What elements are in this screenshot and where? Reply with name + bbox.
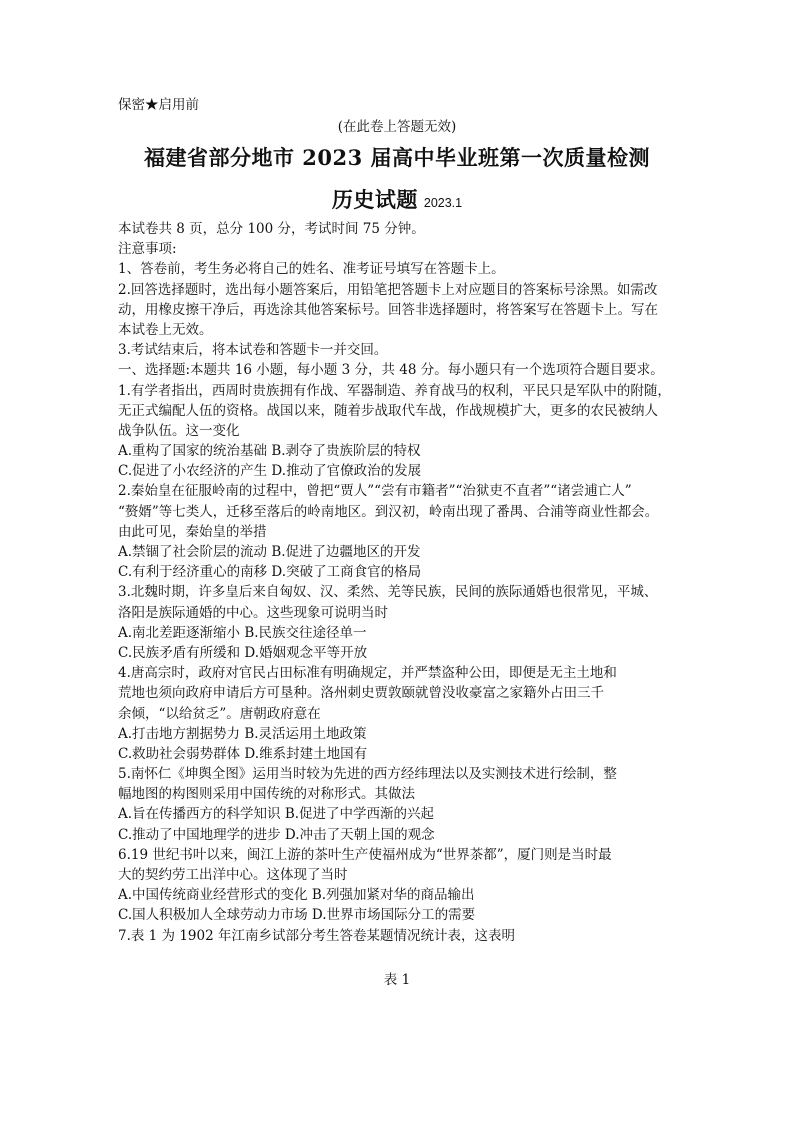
question-6 [118, 845, 680, 926]
note-line: 3.考试结束后，将本试卷和答题卡一并交回。 [118, 342, 388, 359]
note-line: 2.回答选择题时，选出每小题答案后，用铅笔把答题卡上对应题目的答案标号涂黑。如需改 [118, 281, 658, 298]
note-line: 本试卷上无效。 [118, 321, 213, 338]
question-stem-line: 荒地也须向政府申请后方可垦种。洛州刺史贾敦颐就曾没收豪富之家籍外占田三千 [118, 685, 604, 702]
exam-subtitle [0, 184, 794, 219]
question-options-line: A.禁锢了社会阶层的流动 B.促进了边疆地区的开发 [118, 544, 421, 560]
exam-summary: 本试卷共 8 页，总分 100 分，考试时间 75 分钟。 [118, 221, 425, 237]
question-options-line: A.打击地方割据势力 B.灵活运用土地政策 [118, 725, 367, 742]
question-stem-line: 无正式编配人伍的资格。战国以来，随着步战取代车战，作战规模扩大，更多的农民被纳人 [118, 402, 658, 419]
question-stem-line: 2.秦始皇在征服岭南的过程中，曾把“贾人”“尝有市籍者”“治狱吏不直者”“诸尝逋亡人” [118, 483, 632, 500]
notes-heading: 注意事项: [118, 241, 177, 258]
question-stem-line: 幅地图的构图则采用中国传统的对称形式。其做法 [118, 786, 415, 803]
question-stem-line: 5.南怀仁《坤舆全图》运用当时较为先进的西方经纬理法以及实测技术进行绘制，整 [118, 766, 617, 783]
exam-title: 福建省部分地市 2023 届高中毕业班第一次质量检测 [143, 145, 651, 170]
question-stem-line: 3.北魏时期，许多皇后来自匈奴、汉、柔然、羌等民族，民间的族际通婚也很常见，平城、 [118, 584, 658, 601]
question-stem-line: 大的契约劳工出洋中心。这体现了当时 [118, 867, 348, 883]
question-options-line: A.中国传统商业经营形式的变化 B.列强加紧对华的商品输出 [118, 887, 475, 904]
question-stem-line: “赘婿”等七类人，迁移至落后的岭南地区。到汉初，岭南出现了番禺、合浦等商业性都会。 [118, 503, 659, 520]
question-stem-line: 4.唐高宗时，政府对官民占田标准有明确规定，并严禁盗种公田，即便是无主土地和 [118, 665, 617, 682]
question-options-line: C.救助社会弱势群体 D.维系封建土地国有 [118, 745, 368, 762]
question-stem-line: 1.有学者指出，西周时贵族拥有作战、军器制造、养育战马的权利，平民只是军队中的附随， [118, 382, 671, 399]
exam-content [118, 219, 680, 946]
question-stem-line: 6.19 世纪书叶以来，闽江上游的茶叶生产使福州成为“世界茶都”，厦门则是当时最 [118, 846, 612, 863]
question-stem-line: 7.表 1 为 1902 年江南乡试部分考生答卷某题情况统计表，这表明 [118, 927, 515, 944]
exam-date: 2023.1 [423, 196, 463, 210]
question-options-line: C.促进了小农经济的产生 D.推动了官僚政治的发展 [118, 463, 422, 480]
question-options-line: C.国人积极加人全球劳动力市场 D.世界市场国际分工的需要 [118, 907, 476, 924]
question-options-line: C.民族矛盾有所缓和 D.婚姻观念平等开放 [118, 644, 368, 661]
question-stem-line: 洛阳是族际通婚的中心。这些现象可说明当时 [118, 604, 388, 621]
subject-title: 历史试题 [331, 187, 418, 212]
question-5 [118, 764, 680, 845]
question-7 [118, 926, 680, 946]
confidential-label: 保密★启用前 [118, 97, 199, 113]
question-options-line: C.有利于经济重心的南移 D.突破了工商食官的格局 [118, 564, 422, 581]
question-stem-line: 余倾，“以给贫乏”。唐朝政府意在 [118, 705, 321, 722]
invalid-answer-note: (在此卷上答题无效) [337, 119, 457, 135]
question-options-line: A.重构了国家的统治基础 B.剥夺了贵族阶层的特权 [118, 443, 421, 460]
question-options-line: C.推动了中国地理学的进步 D.冲击了天朝上国的观念 [118, 826, 435, 843]
question-stem-line: 战争队伍。这一变化 [118, 422, 240, 439]
question-4 [118, 663, 680, 764]
question-2 [118, 481, 680, 582]
table-label: 表 1 [383, 972, 411, 988]
question-options-line: A.南北差距逐渐缩小 B.民族交往途径单一 [118, 624, 367, 641]
question-stem-line: 由此可见，秦始皇的举措 [118, 523, 267, 540]
note-line: 动，用橡皮擦干净后，再选涂其他答案标号。回答非选择题时，将答案写在答题卡上。写在 [118, 301, 658, 318]
question-options-line: A.旨在传播西方的科学知识 B.促进了中学西渐的兴起 [118, 806, 435, 823]
question-1 [118, 381, 680, 482]
section-heading: 一、选择题:本题共 16 小题，每小题 3 分，共 48 分。每小题只有一个选项符合题目要求。 [118, 362, 664, 379]
question-3 [118, 582, 680, 663]
note-line: 1、答卷前，考生务必将自己的姓名、准考证号填写在答题卡上。 [118, 261, 505, 278]
